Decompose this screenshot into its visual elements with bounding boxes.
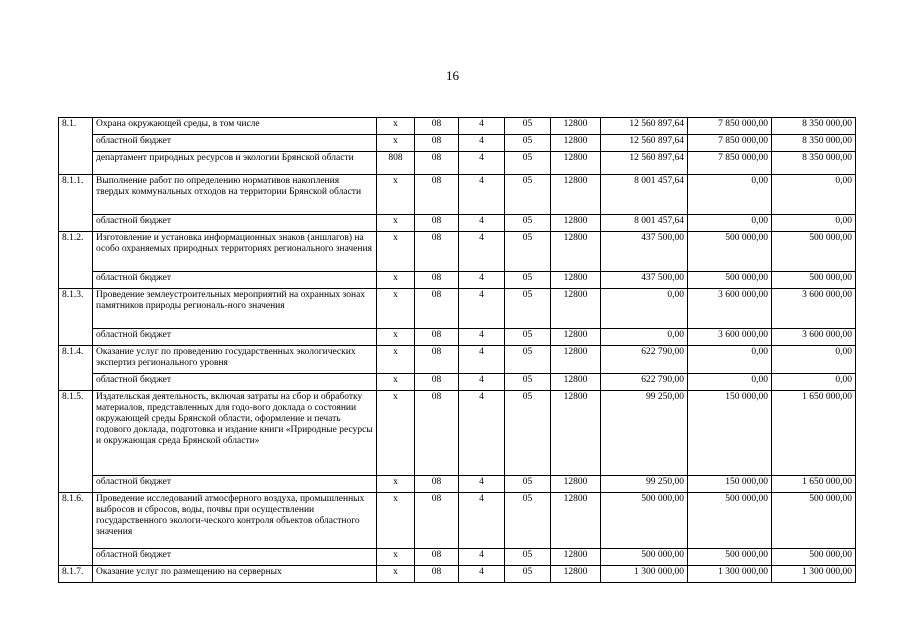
program-code: 05: [505, 175, 551, 215]
grbs-code: х: [377, 215, 415, 232]
amount-year-2: 3 600 000,00: [688, 329, 772, 346]
amount-year-1: 622 790,00: [601, 346, 688, 374]
amount-year-3: 8 350 000,00: [772, 152, 856, 175]
target-code: 12800: [551, 232, 601, 272]
program-code: 05: [505, 232, 551, 272]
subsection-code: 4: [459, 493, 505, 549]
amount-year-3: 0,00: [772, 346, 856, 374]
item-description: департамент природных ресурсов и экологии Брянской области: [93, 152, 377, 175]
amount-year-2: 150 000,00: [688, 476, 772, 493]
item-description: областной бюджет: [93, 549, 377, 566]
item-description: областной бюджет: [93, 374, 377, 391]
program-code: 05: [505, 346, 551, 374]
target-code: 12800: [551, 329, 601, 346]
section-code: 08: [415, 329, 459, 346]
item-number: [59, 135, 93, 152]
grbs-code: х: [377, 118, 415, 135]
item-number: [59, 329, 93, 346]
amount-year-1: 437 500,00: [601, 272, 688, 289]
item-description: Выполнение работ по определению нормативов накопления твердых коммунальных отходов на территории Брянской области: [93, 175, 377, 215]
item-description: областной бюджет: [93, 215, 377, 232]
amount-year-2: 0,00: [688, 346, 772, 374]
target-code: 12800: [551, 272, 601, 289]
item-description: Издательская деятельность, включая затраты на сбор и обработку материалов, представленных для годо-вого доклада о состоянии окружающей среды Брянской области, оформление и печать годового доклада, подготовка и издание книги «Природные ресурсы и окружающая среда Брянской области»: [93, 391, 377, 476]
item-description: Охрана окружающей среды, в том числе: [93, 118, 377, 135]
program-code: 05: [505, 152, 551, 175]
grbs-code: х: [377, 493, 415, 549]
section-code: 08: [415, 175, 459, 215]
amount-year-1: 99 250,00: [601, 476, 688, 493]
table-row: [59, 391, 856, 476]
section-code: 08: [415, 215, 459, 232]
item-number: [59, 476, 93, 493]
section-code: 08: [415, 391, 459, 476]
grbs-code: х: [377, 391, 415, 476]
item-number: [59, 374, 93, 391]
item-number: 8.1.6.: [59, 493, 93, 549]
target-code: 12800: [551, 346, 601, 374]
grbs-code: х: [377, 329, 415, 346]
grbs-code: х: [377, 566, 415, 583]
program-code: 05: [505, 329, 551, 346]
subsection-code: 4: [459, 329, 505, 346]
amount-year-3: 1 650 000,00: [772, 391, 856, 476]
program-code: 05: [505, 493, 551, 549]
item-description: областной бюджет: [93, 329, 377, 346]
item-number: 8.1.4.: [59, 346, 93, 374]
amount-year-1: 0,00: [601, 329, 688, 346]
section-code: 08: [415, 272, 459, 289]
section-code: 08: [415, 493, 459, 549]
grbs-code: х: [377, 289, 415, 329]
amount-year-3: 1 650 000,00: [772, 476, 856, 493]
subsection-code: 4: [459, 215, 505, 232]
program-code: 05: [505, 566, 551, 583]
item-description: областной бюджет: [93, 272, 377, 289]
amount-year-3: 3 600 000,00: [772, 329, 856, 346]
subsection-code: 4: [459, 118, 505, 135]
table-row: [59, 135, 856, 152]
amount-year-1: 12 560 897,64: [601, 118, 688, 135]
amount-year-1: 8 001 457,64: [601, 215, 688, 232]
amount-year-1: 12 560 897,64: [601, 135, 688, 152]
amount-year-1: 622 790,00: [601, 374, 688, 391]
amount-year-1: 500 000,00: [601, 549, 688, 566]
amount-year-2: 3 600 000,00: [688, 289, 772, 329]
amount-year-2: 500 000,00: [688, 549, 772, 566]
program-code: 05: [505, 476, 551, 493]
table-row: [59, 118, 856, 135]
amount-year-3: 8 350 000,00: [772, 118, 856, 135]
amount-year-2: 1 300 000,00: [688, 566, 772, 583]
item-number: [59, 215, 93, 232]
grbs-code: х: [377, 135, 415, 152]
grbs-code: х: [377, 175, 415, 215]
section-code: 08: [415, 135, 459, 152]
grbs-code: х: [377, 346, 415, 374]
amount-year-2: 0,00: [688, 374, 772, 391]
amount-year-1: 1 300 000,00: [601, 566, 688, 583]
section-code: 08: [415, 374, 459, 391]
item-number: 8.1.3.: [59, 289, 93, 329]
target-code: 12800: [551, 289, 601, 329]
amount-year-2: 7 850 000,00: [688, 118, 772, 135]
table-row: [59, 272, 856, 289]
item-description: Изготовление и установка информационных знаков (аншлагов) на особо охраняемых природных территориях регионального значения: [93, 232, 377, 272]
item-number: [59, 272, 93, 289]
table-row: [59, 476, 856, 493]
target-code: 12800: [551, 152, 601, 175]
subsection-code: 4: [459, 566, 505, 583]
program-code: 05: [505, 118, 551, 135]
grbs-code: х: [377, 272, 415, 289]
amount-year-3: 500 000,00: [772, 232, 856, 272]
amount-year-1: 12 560 897,64: [601, 152, 688, 175]
amount-year-3: 1 300 000,00: [772, 566, 856, 583]
amount-year-1: 0,00: [601, 289, 688, 329]
subsection-code: 4: [459, 374, 505, 391]
amount-year-2: 500 000,00: [688, 493, 772, 549]
target-code: 12800: [551, 135, 601, 152]
item-number: 8.1.7.: [59, 566, 93, 583]
target-code: 12800: [551, 549, 601, 566]
item-description: Оказание услуг по проведению государственных экологических экспертиз регионального уровня: [93, 346, 377, 374]
item-number: 8.1.5.: [59, 391, 93, 476]
grbs-code: 808: [377, 152, 415, 175]
subsection-code: 4: [459, 272, 505, 289]
amount-year-1: 8 001 457,64: [601, 175, 688, 215]
section-code: 08: [415, 152, 459, 175]
table-row: [59, 493, 856, 549]
table-row: [59, 232, 856, 272]
amount-year-3: 8 350 000,00: [772, 135, 856, 152]
section-code: 08: [415, 346, 459, 374]
target-code: 12800: [551, 566, 601, 583]
grbs-code: х: [377, 374, 415, 391]
amount-year-2: 0,00: [688, 215, 772, 232]
subsection-code: 4: [459, 391, 505, 476]
program-code: 05: [505, 135, 551, 152]
section-code: 08: [415, 566, 459, 583]
program-code: 05: [505, 374, 551, 391]
item-description: областной бюджет: [93, 135, 377, 152]
amount-year-3: 500 000,00: [772, 272, 856, 289]
subsection-code: 4: [459, 175, 505, 215]
item-description: Проведение землеустроительных мероприятий на охранных зонах памятников природы региональ-ного значения: [93, 289, 377, 329]
target-code: 12800: [551, 493, 601, 549]
item-number: [59, 152, 93, 175]
table-row: [59, 329, 856, 346]
amount-year-2: 7 850 000,00: [688, 135, 772, 152]
section-code: 08: [415, 289, 459, 329]
amount-year-2: 500 000,00: [688, 272, 772, 289]
table-row: [59, 152, 856, 175]
target-code: 12800: [551, 476, 601, 493]
table-body: [59, 118, 856, 583]
table-row: [59, 289, 856, 329]
amount-year-3: 500 000,00: [772, 493, 856, 549]
section-code: 08: [415, 476, 459, 493]
subsection-code: 4: [459, 135, 505, 152]
item-description: Проведение исследований атмосферного воздуха, промышленных выбросов и сбросов, воды, почвы при осуществлении государственного экологи-ческого контроля объектов областного значения: [93, 493, 377, 549]
section-code: 08: [415, 118, 459, 135]
amount-year-2: 500 000,00: [688, 232, 772, 272]
target-code: 12800: [551, 118, 601, 135]
section-code: 08: [415, 549, 459, 566]
amount-year-2: 0,00: [688, 175, 772, 215]
table-row: [59, 549, 856, 566]
item-number: 8.1.: [59, 118, 93, 135]
grbs-code: х: [377, 549, 415, 566]
amount-year-1: 437 500,00: [601, 232, 688, 272]
subsection-code: 4: [459, 289, 505, 329]
section-code: 08: [415, 232, 459, 272]
item-description: областной бюджет: [93, 476, 377, 493]
table-row: [59, 374, 856, 391]
table-row: [59, 215, 856, 232]
target-code: 12800: [551, 374, 601, 391]
target-code: 12800: [551, 215, 601, 232]
amount-year-3: 3 600 000,00: [772, 289, 856, 329]
subsection-code: 4: [459, 232, 505, 272]
target-code: 12800: [551, 391, 601, 476]
subsection-code: 4: [459, 549, 505, 566]
table-row: [59, 346, 856, 374]
amount-year-2: 150 000,00: [688, 391, 772, 476]
item-number: 8.1.2.: [59, 232, 93, 272]
program-code: 05: [505, 289, 551, 329]
budget-table: [58, 117, 856, 583]
program-code: 05: [505, 549, 551, 566]
amount-year-3: 0,00: [772, 374, 856, 391]
amount-year-3: 0,00: [772, 215, 856, 232]
subsection-code: 4: [459, 346, 505, 374]
amount-year-3: 500 000,00: [772, 549, 856, 566]
target-code: 12800: [551, 175, 601, 215]
item-number: 8.1.1.: [59, 175, 93, 215]
table-row: [59, 175, 856, 215]
subsection-code: 4: [459, 476, 505, 493]
grbs-code: х: [377, 232, 415, 272]
program-code: 05: [505, 391, 551, 476]
amount-year-1: 99 250,00: [601, 391, 688, 476]
program-code: 05: [505, 215, 551, 232]
program-code: 05: [505, 272, 551, 289]
table-row: [59, 566, 856, 583]
amount-year-2: 7 850 000,00: [688, 152, 772, 175]
grbs-code: х: [377, 476, 415, 493]
page-number: 16: [446, 68, 459, 83]
amount-year-1: 500 000,00: [601, 493, 688, 549]
item-number: [59, 549, 93, 566]
subsection-code: 4: [459, 152, 505, 175]
amount-year-3: 0,00: [772, 175, 856, 215]
item-description: Оказание услуг по размещению на серверных: [93, 566, 377, 583]
